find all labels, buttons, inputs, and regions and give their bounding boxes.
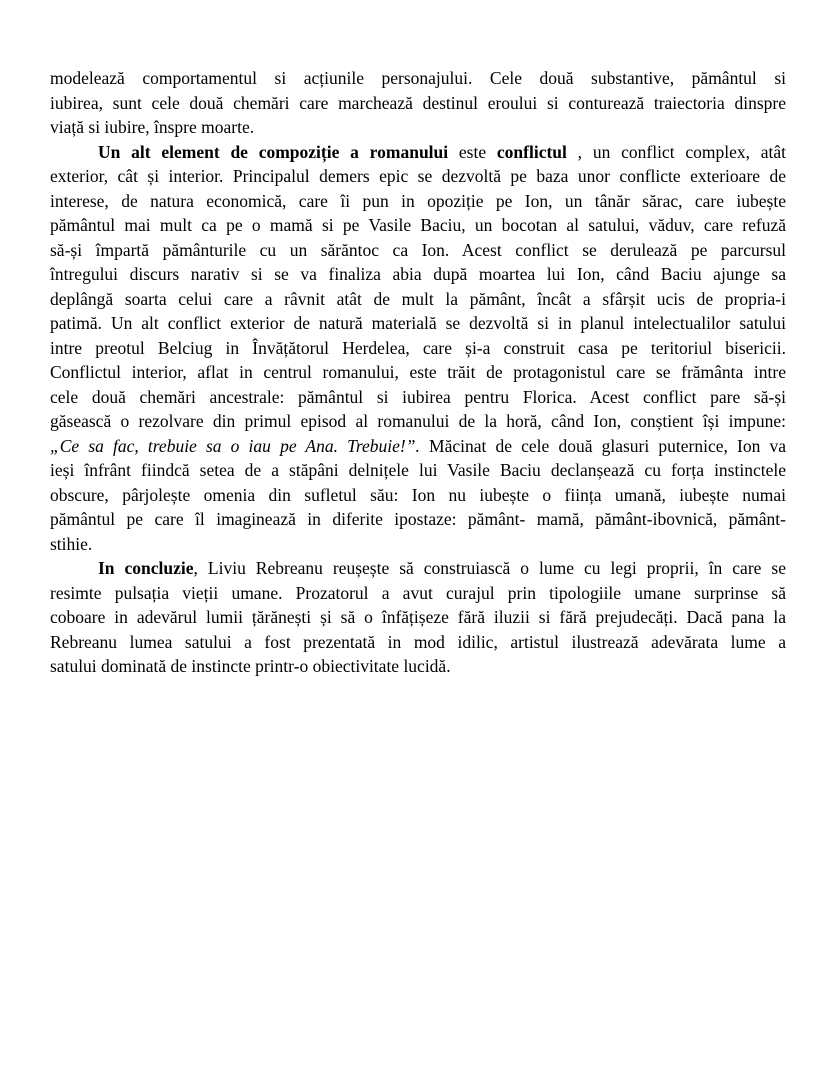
text-line: cele două chemări ancestrale: pământul si iubirea pentru Florica. Acest conflict pare să-și — [50, 386, 786, 407]
text-line: găsească o rezolvare din primul episod al romanului de la horă, când Ion, conștient își impune: — [50, 411, 786, 431]
inline-text: , un conflict complex, atât — [566, 141, 786, 162]
text-line: viață si iubire, înspre moarte. — [50, 117, 255, 137]
text-line: ieși înfrânt fiindcă setea de a stăpâni delnițele lui Vasile Baciu declanșează cu forța instinctele — [50, 460, 786, 480]
text-line — [50, 434, 786, 459]
bold-phrase: Un alt element de compoziție a romanului — [98, 141, 449, 162]
text-line: resimte pulsația vieții umane. Prozatorul a avut curajul prin tipologiile umane surprinse să — [50, 582, 786, 603]
document-body — [50, 66, 786, 679]
bold-phrase: conflictul — [496, 141, 567, 162]
text-line: patimă. Un alt conflict exterior de natură materială se dezvoltă si in planul intelectualilor satului — [50, 313, 786, 333]
text-line: pământul mai mult ca pe o mamă si pe Vasile Baciu, un bocotan al satului, văduv, care refuză — [50, 215, 786, 235]
text-line: obscure, pârjolește omenia din sufletul său: Ion nu iubește o ființa umană, iubește numai — [50, 484, 786, 505]
text-line: întregului discurs narativ si se va finaliza abia după moartea lui Ion, când Baciu ajunge sa — [50, 264, 786, 284]
italic-quote: „Ce sa fac, trebuie sa o iau pe Ana. Trebuie!”. — [50, 435, 420, 456]
text-line: coboare in adevărul lumii țărănești și să o înfățișeze fără iluzii si fără prejudecăți. Dacă pana la — [50, 607, 786, 627]
text-line — [50, 140, 786, 165]
inline-text: , Liviu Rebreanu reușește să construiască o lume cu legi proprii, în care se — [193, 558, 786, 578]
paragraph-3 — [50, 556, 786, 679]
text-line: Rebreanu lumea satului a fost prezentată in mod idilic, artistul ilustrează adevărata lume a — [50, 631, 786, 652]
text-line: Conflictul interior, aflat in centrul romanului, este trăit de protagonistul care se frământa intre — [50, 362, 786, 382]
inline-text: Măcinat de cele două glasuri puternice, Ion va — [419, 435, 786, 456]
text-line: exterior, cât și interior. Principalul demers epic se dezvoltă pe baza unor conflicte exterioare de — [50, 166, 786, 186]
text-line: stihie. — [50, 533, 93, 554]
text-line — [50, 556, 786, 581]
text-line: pământul pe care îl imaginează in diferite ipostaze: pământ- mamă, pământ-ibovnică, pământ- — [50, 509, 786, 529]
text-line: satului dominată de instincte printr-o obiectivitate lucidă. — [50, 656, 451, 676]
text-line: modelează comportamentul si acțiunile personajului. Cele două substantive, pământul si — [50, 68, 786, 88]
paragraph-1 — [50, 66, 786, 140]
bold-phrase: In concluzie — [98, 558, 194, 578]
text-line: iubirea, sunt cele două chemări care marchează destinul eroului si conturează traiectoria dinspre — [50, 92, 786, 113]
inline-text: este — [448, 141, 497, 162]
text-line: intre preotul Belciug in Învățătorul Herdelea, care și-a construit casa pe teritoriul bisericii. — [50, 337, 786, 358]
paragraph-2 — [50, 140, 786, 557]
text-line: să-și împartă pământurile cu un sărăntoc ca Ion. Acest conflict se derulează pe parcursul — [50, 239, 786, 260]
text-line: deplângă soarta celui care a râvnit atât de mult la pământ, încât a sfârșit ucis de propria-i — [50, 288, 786, 309]
text-line: interese, de natura economică, care îi pun in opoziție pe Ion, un tânăr sărac, care iubește — [50, 190, 786, 211]
